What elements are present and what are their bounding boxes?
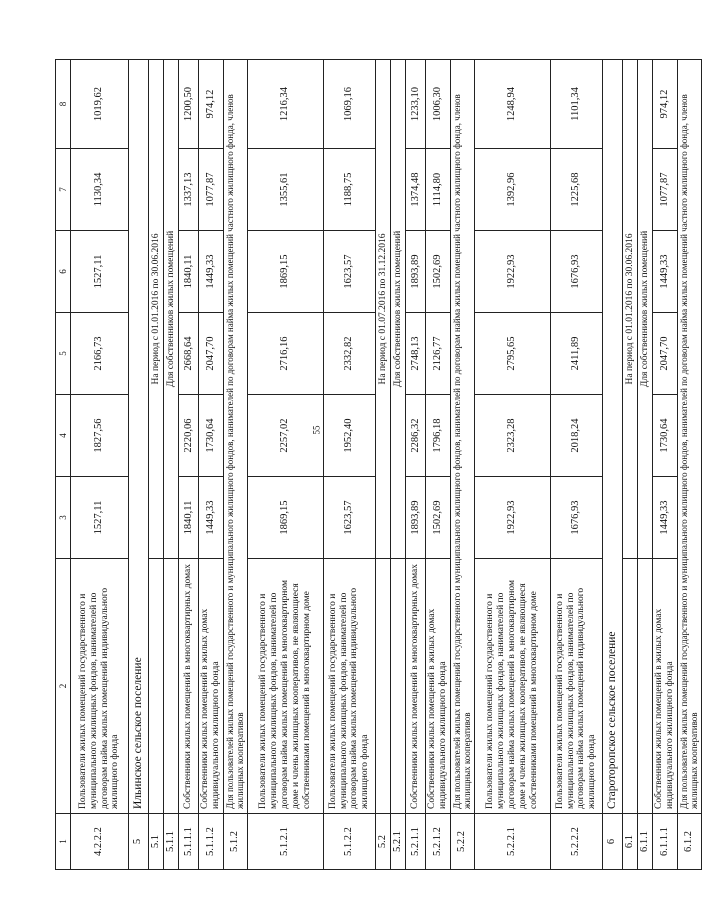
value-cell: 1952,40 [323, 395, 375, 477]
row-text: Пользователи жилых помещений государственного и муниципального жилищных фондов, нанимателей по договорам найма жилых помещений в многоквартирном доме и члены жилищных кооперативов, не являющиеся собственниками помещений в многоквартирном доме [247, 559, 323, 814]
value-cell: 1922,93 [474, 231, 550, 313]
value-cell: 1077,87 [199, 149, 224, 231]
row-code: 5 [129, 814, 149, 870]
table-row [223, 60, 247, 870]
group-label: Для собственников жилых помещений [638, 60, 653, 559]
section-row [129, 60, 149, 870]
period-label: На период с 01.01.2016 по 30.06.2016 [622, 60, 637, 559]
header-cell: 5 [56, 313, 71, 395]
value-cell: 1922,93 [474, 477, 550, 559]
value-cell: 1130,34 [71, 149, 129, 231]
value-cell: 2411,89 [550, 313, 602, 395]
blank-cell [391, 559, 406, 814]
row-code: 6.1.2 [677, 814, 701, 870]
table-row [653, 60, 678, 870]
group-note: Для пользователей жилых помещений государственного и муниципального жилищного фондов, нанимателей по договорам найма жилых помещений частного жилищного фонда, членов жилищных кооперативов [677, 60, 701, 814]
value-cell: 1676,93 [550, 231, 602, 313]
value-cell: 974,12 [653, 60, 678, 149]
value-cell: 1502,69 [426, 477, 451, 559]
blank-cell [164, 559, 179, 814]
row-text: Собственники жилых помещений в многоквартирных домах [179, 559, 199, 814]
row-text: Собственники жилых помещений в жилых домах индивидуального жилищного фонда [653, 559, 678, 814]
value-cell: 1893,89 [406, 477, 426, 559]
value-cell: 1233,10 [406, 60, 426, 149]
table-row [323, 60, 375, 870]
tariff-table [55, 59, 702, 870]
value-cell: 1374,48 [406, 149, 426, 231]
header-cell: 1 [56, 814, 71, 870]
row-code: 6.1.1 [638, 814, 653, 870]
value-cell: 1449,33 [199, 477, 224, 559]
value-cell: 1893,89 [406, 231, 426, 313]
table-row [199, 60, 224, 870]
value-cell: 974,12 [199, 60, 224, 149]
value-cell: 1796,18 [426, 395, 451, 477]
row-code: 5.2.2.2 [550, 814, 602, 870]
value-cell: 1101,34 [550, 60, 602, 149]
value-cell: 1188,75 [323, 149, 375, 231]
table-row [426, 60, 451, 870]
header-cell: 4 [56, 395, 71, 477]
period-label: На период с 01.07.2016 по 31.12.2016 [375, 60, 390, 559]
value-cell: 1869,15 [247, 231, 323, 313]
value-cell: 1449,33 [199, 231, 224, 313]
row-code: 5.1.1.1 [179, 814, 199, 870]
row-code: 5.2.1 [391, 814, 406, 870]
value-cell: 1392,96 [474, 149, 550, 231]
header-cell: 3 [56, 477, 71, 559]
value-cell: 1069,16 [323, 60, 375, 149]
group-label: Для собственников жилых помещений [164, 60, 179, 559]
row-code: 5.1.1.2 [199, 814, 224, 870]
value-cell: 1730,64 [653, 395, 678, 477]
row-text: Собственники жилых помещений в многоквартирных домах [406, 559, 426, 814]
table-row [391, 60, 406, 870]
value-cell: 1225,68 [550, 149, 602, 231]
header-cell: 7 [56, 149, 71, 231]
blank-cell [622, 559, 637, 814]
header-row [56, 60, 71, 870]
row-code: 5.2.2 [450, 814, 474, 870]
value-cell: 1730,64 [199, 395, 224, 477]
value-cell: 1006,30 [426, 60, 451, 149]
table-row [638, 60, 653, 870]
table-row [375, 60, 390, 870]
row-text: Пользователи жилых помещений государственного и муниципального жилищных фондов, нанимателей по договорам найма жилых помещений в многоквартирном доме и члены жилищных кооперативов, не являющиеся собственниками помещений в многоквартирном доме [474, 559, 550, 814]
section-title: Ильинское сельское поселение [129, 60, 149, 814]
value-cell: 1449,33 [653, 477, 678, 559]
value-cell: 1869,15 [247, 477, 323, 559]
value-cell: 1216,34 [247, 60, 323, 149]
section-title: Староторопское сельское поселение [602, 60, 622, 814]
table-row [164, 60, 179, 870]
group-note: Для пользователей жилых помещений государственного и муниципального жилищного фондов, нанимателей по договорам найма жилых помещений частного жилищного фонда, членов жилищных кооперативов [223, 60, 247, 814]
value-cell: 2748,13 [406, 313, 426, 395]
row-code: 5.1 [149, 814, 164, 870]
row-code: 4.2.2.2 [71, 814, 129, 870]
header-cell: 8 [56, 60, 71, 149]
value-cell: 2716,16 [247, 313, 323, 395]
row-text: Пользователи жилых помещений государственного и муниципального жилищных фондов, нанимателей по договорам найма жилых помещений индивидуального жилищного фонда [550, 559, 602, 814]
table-row [622, 60, 637, 870]
table-row [677, 60, 701, 870]
value-cell: 2126,77 [426, 313, 451, 395]
value-cell: 2795,65 [474, 313, 550, 395]
value-cell: 1676,93 [550, 477, 602, 559]
group-label: Для собственников жилых помещений [391, 60, 406, 559]
row-code: 6.1 [622, 814, 637, 870]
value-cell: 2047,70 [199, 313, 224, 395]
table-row [474, 60, 550, 870]
row-code: 5.1.1 [164, 814, 179, 870]
header-cell: 6 [56, 231, 71, 313]
rotated-page [55, 60, 700, 870]
row-code: 5.1.2 [223, 814, 247, 870]
value-cell: 1337,13 [179, 149, 199, 231]
value-cell: 1449,33 [653, 231, 678, 313]
blank-cell [638, 559, 653, 814]
table-row [450, 60, 474, 870]
row-text: Собственники жилых помещений в жилых домах индивидуального жилищного фонда [199, 559, 224, 814]
row-code: 6 [602, 814, 622, 870]
value-cell: 2257,02 [247, 395, 323, 477]
value-cell: 1527,11 [71, 477, 129, 559]
value-cell: 1840,11 [179, 477, 199, 559]
value-cell: 1019,62 [71, 60, 129, 149]
table-row [247, 60, 323, 870]
row-code: 6.1.1.1 [653, 814, 678, 870]
value-cell: 1623,57 [323, 477, 375, 559]
row-text: Собственники жилых помещений в жилых домах индивидуального жилищного фонда [426, 559, 451, 814]
row-code: 5.2.2.1 [474, 814, 550, 870]
row-code: 5.2 [375, 814, 390, 870]
header-cell: 2 [56, 559, 71, 814]
table-row [149, 60, 164, 870]
value-cell: 1200,50 [179, 60, 199, 149]
row-text: Пользователи жилых помещений государственного и муниципального жилищных фондов, нанимателей по договорам найма жилых помещений индивидуального жилищного фонда [71, 559, 129, 814]
value-cell: 1248,94 [474, 60, 550, 149]
row-text: Пользователи жилых помещений государственного и муниципального жилищных фондов, нанимателей по договорам найма жилых помещений индивидуального жилищного фонда [323, 559, 375, 814]
value-cell: 1840,11 [179, 231, 199, 313]
value-cell: 1502,69 [426, 231, 451, 313]
value-cell: 2166,73 [71, 313, 129, 395]
value-cell: 2018,24 [550, 395, 602, 477]
value-cell: 2047,70 [653, 313, 678, 395]
section-row [602, 60, 622, 870]
table-row [71, 60, 129, 870]
blank-cell [149, 559, 164, 814]
value-cell: 1527,11 [71, 231, 129, 313]
value-cell: 2323,28 [474, 395, 550, 477]
row-code: 5.1.2.1 [247, 814, 323, 870]
value-cell: 1355,61 [247, 149, 323, 231]
value-cell: 2668,64 [179, 313, 199, 395]
period-label: На период с 01.01.2016 по 30.06.2016 [149, 60, 164, 559]
table-row [179, 60, 199, 870]
blank-cell [375, 559, 390, 814]
value-cell: 1114,80 [426, 149, 451, 231]
row-code: 5.1.2.2 [323, 814, 375, 870]
value-cell: 1827,56 [71, 395, 129, 477]
value-cell: 2286,32 [406, 395, 426, 477]
row-code: 5.2.1.2 [426, 814, 451, 870]
table-row [406, 60, 426, 870]
value-cell: 1623,57 [323, 231, 375, 313]
value-cell: 1077,87 [653, 149, 678, 231]
page-number: 55 [311, 425, 322, 435]
value-cell: 2332,82 [323, 313, 375, 395]
value-cell: 2220,06 [179, 395, 199, 477]
row-code: 5.2.1.1 [406, 814, 426, 870]
table-row [550, 60, 602, 870]
group-note: Для пользователей жилых помещений государственного и муниципального жилищного фондов, нанимателей по договорам найма жилых помещений частного жилищного фонда, членов жилищных кооперативов [450, 60, 474, 814]
